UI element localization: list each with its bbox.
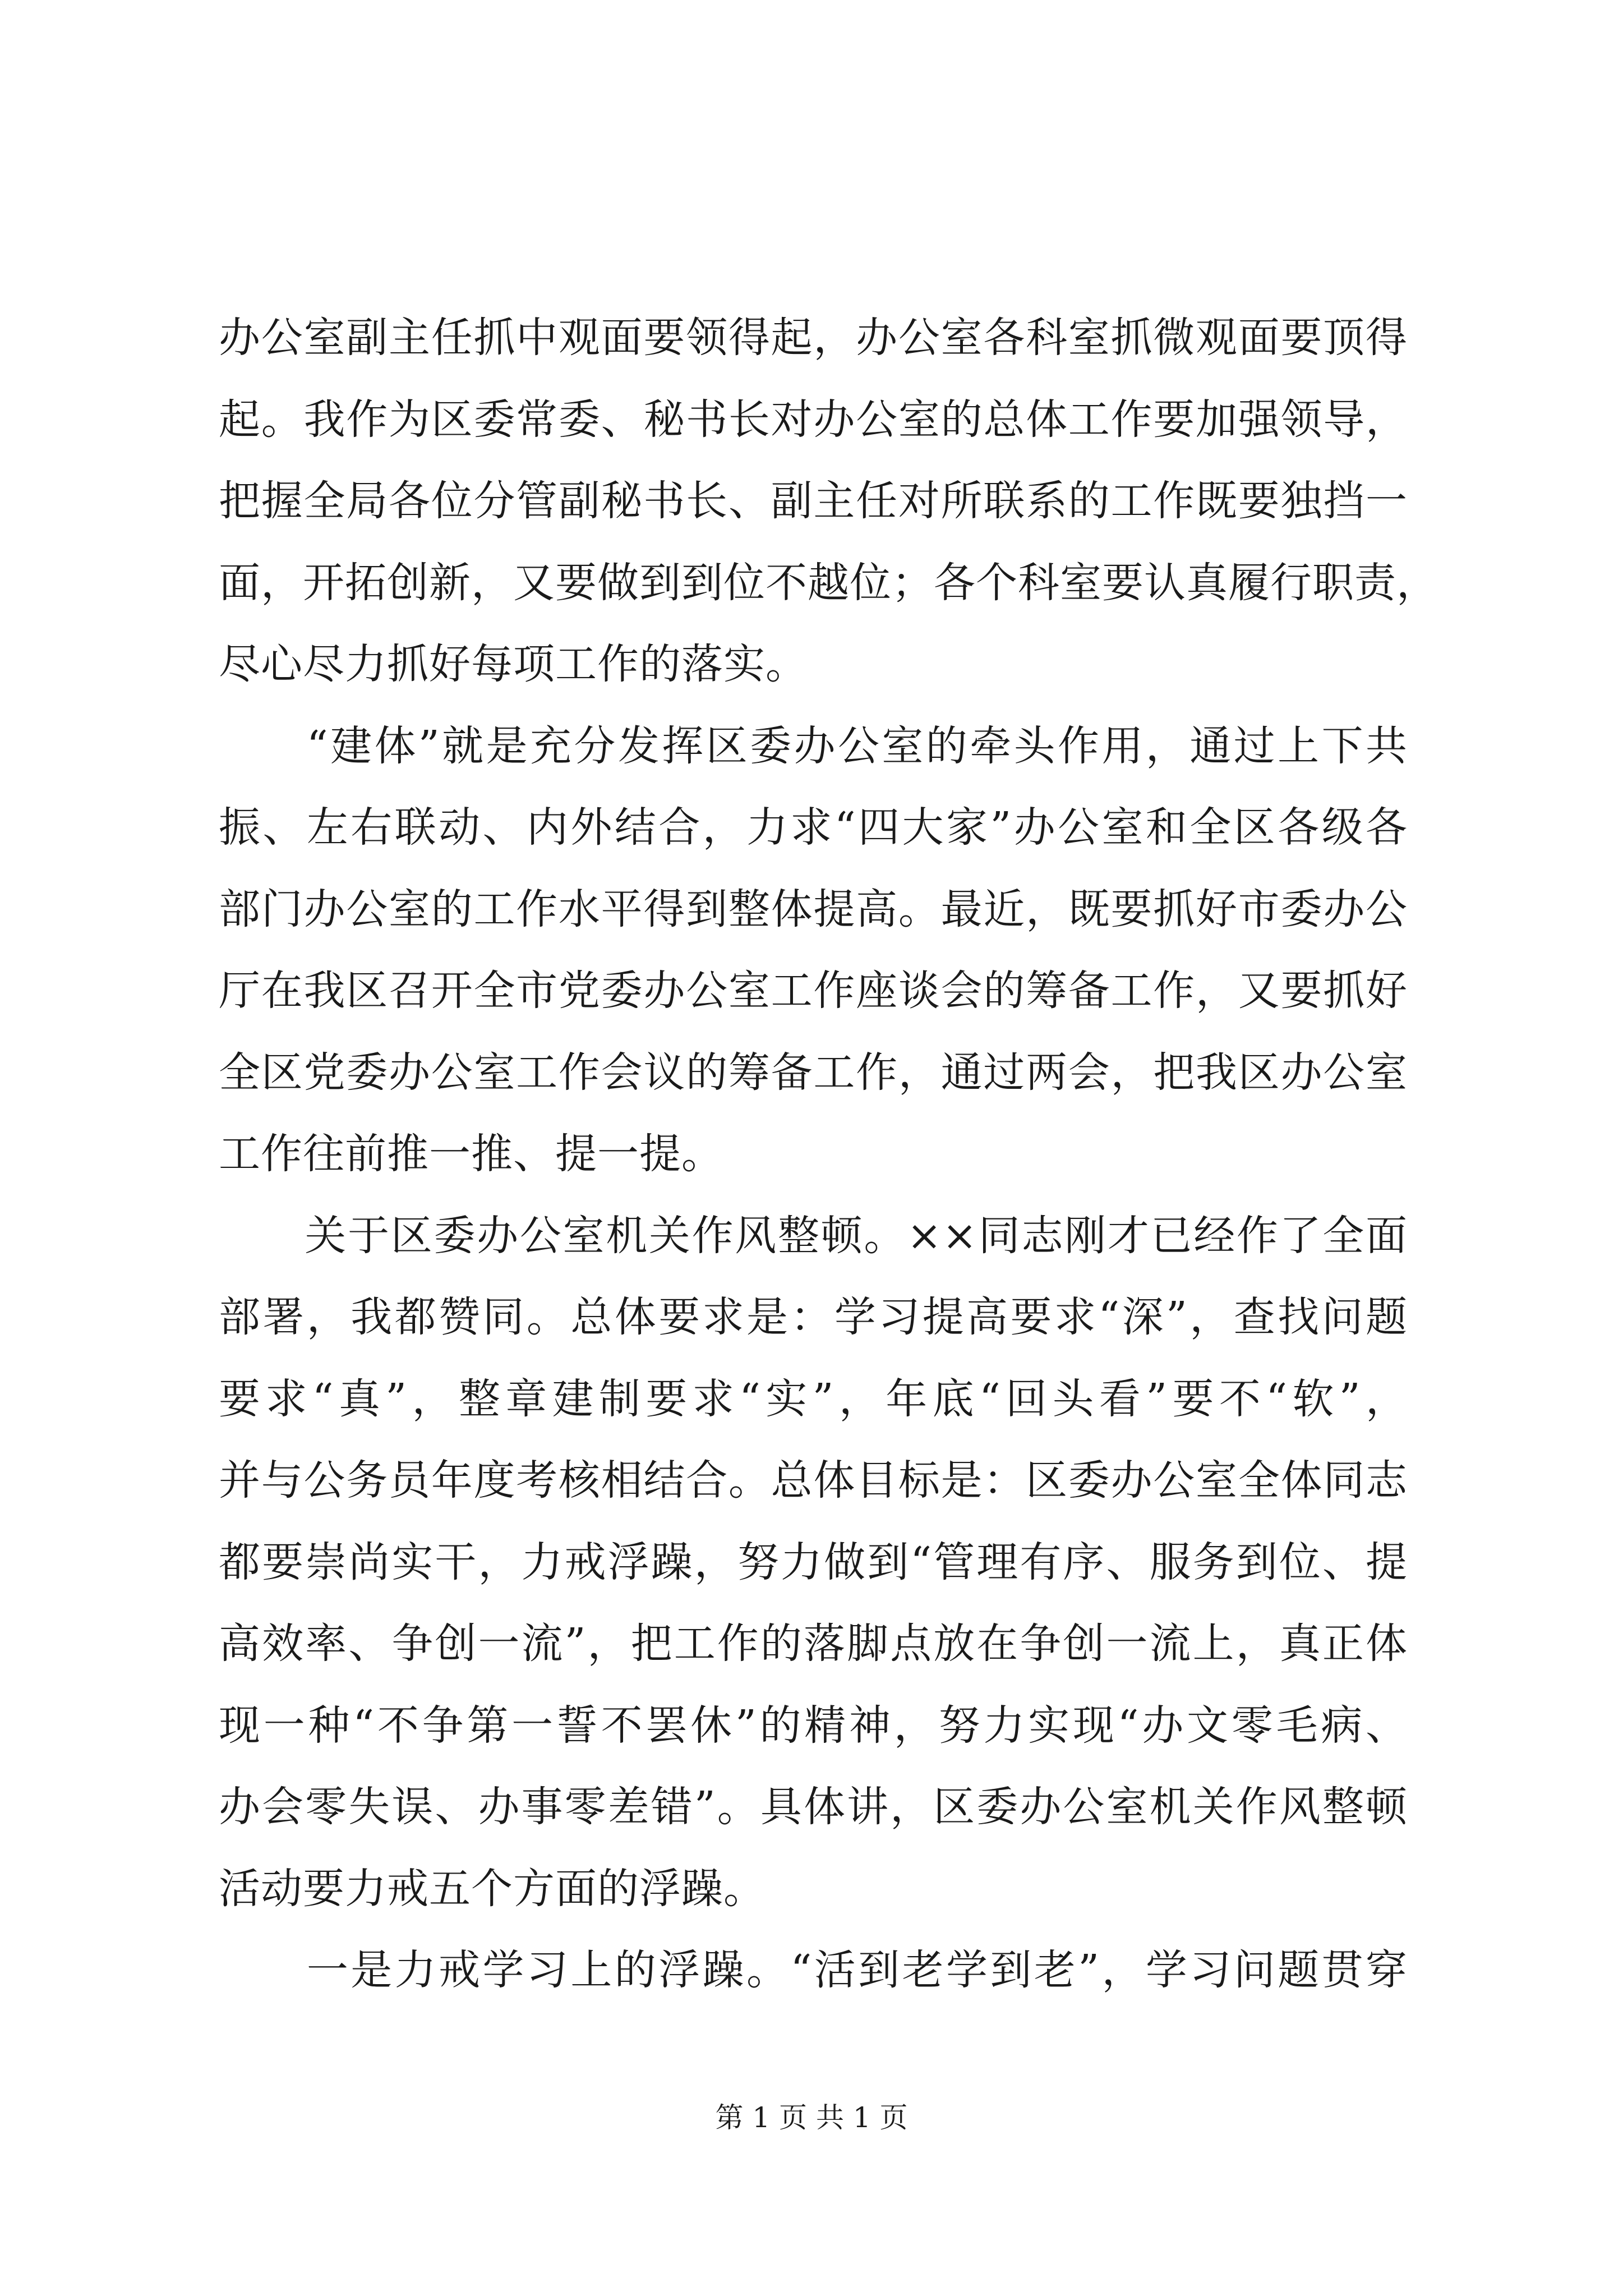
text-line: 把握全局各位分管副秘书长、副主任对所联系的工作既要独挡一 (219, 477, 1408, 525)
text-line: 面，开拓创新，又要做到到位不越位；各个科室要认真履行职责， (219, 558, 1438, 607)
text-line: “建体”就是充分发挥区委办公室的牵头作用，通过上下共 (219, 721, 1408, 770)
text-line: 全区党委办公室工作会议的筹备工作，通过两会，把我区办公室 (219, 1048, 1408, 1097)
text-line: 部署，我都赞同。总体要求是：学习提高要求“深”，查找问题 (219, 1293, 1408, 1341)
text-line: 厅在我区召开全市党委办公室工作座谈会的筹备工作，又要抓好 (219, 967, 1408, 1015)
text-line: 高效率、争创一流”，把工作的落脚点放在争创一流上，真正体 (219, 1619, 1408, 1668)
text-line: 办公室副主任抓中观面要领得起，办公室各科室抓微观面要顶得 (219, 314, 1408, 362)
text-line: 一是力戒学习上的浮躁。“活到老学到老”，学习问题贯穿 (219, 1946, 1408, 1994)
text-line: 振、左右联动、内外结合，力求“四大家”办公室和全区各级各 (219, 803, 1408, 852)
text-line: 要求“真”，整章建制要求“实”，年底“回头看”要不“软”， (219, 1374, 1408, 1423)
text-line: 并与公务员年度考核相结合。总体目标是：区委办公室全体同志 (219, 1456, 1408, 1504)
document-body (219, 297, 1438, 2012)
text-line: 关于区委办公室机关作风整顿。××同志刚才已经作了全面 (219, 1211, 1408, 1260)
text-line: 尽心尽力抓好每项工作的落实。 (219, 640, 808, 688)
text-line: 都要崇尚实干，力戒浮躁，努力做到“管理有序、服务到位、提 (219, 1538, 1408, 1586)
text-line: 工作往前推一推、提一提。 (219, 1130, 723, 1178)
text-line: 办会零失误、办事零差错”。具体讲，区委办公室机关作风整顿 (219, 1783, 1408, 1831)
text-line: 起。我作为区委常委、秘书长对办公室的总体工作要加强领导， (219, 395, 1408, 444)
page-footer: 第 1 页 共 1 页 (715, 2101, 908, 2134)
text-line: 现一种“不争第一誓不罢休”的精神，努力实现“办文零毛病、 (219, 1701, 1408, 1750)
text-line: 活动要力戒五个方面的浮躁。 (219, 1864, 766, 1913)
text-line: 部门办公室的工作水平得到整体提高。最近，既要抓好市委办公 (219, 885, 1408, 933)
